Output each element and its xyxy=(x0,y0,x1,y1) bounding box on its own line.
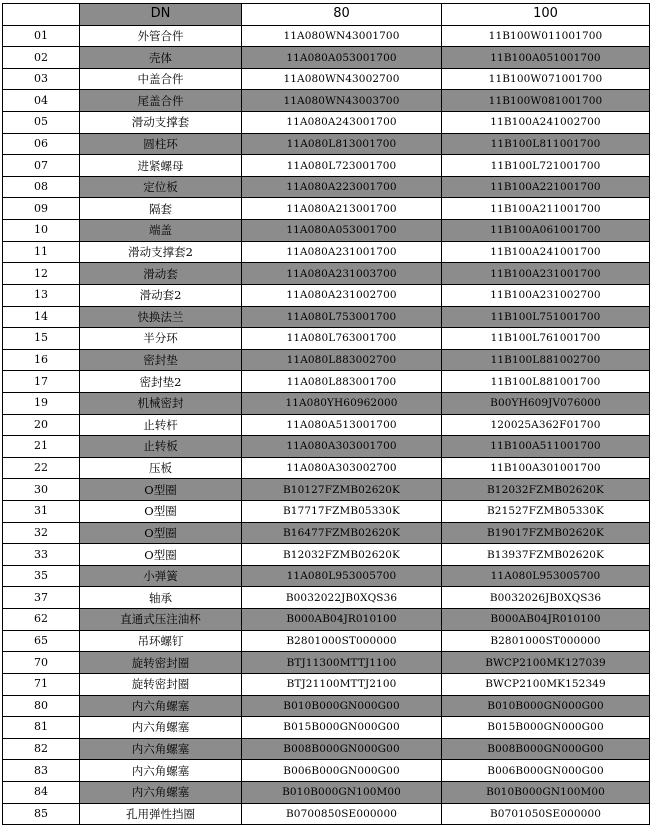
header-100-cell[interactable]: 100 xyxy=(442,4,650,26)
part-name-cell[interactable]: 旋转密封圈 xyxy=(80,652,242,674)
table-row xyxy=(3,436,650,458)
part-code-100-cell[interactable]: 11B100A231001700 xyxy=(442,263,650,285)
part-name-cell[interactable]: 轴承 xyxy=(80,587,242,609)
header-no-cell[interactable] xyxy=(3,4,80,26)
part-code-80-cell[interactable]: 11A080WN43002700 xyxy=(242,68,442,90)
row-number-cell[interactable]: 65 xyxy=(3,630,80,652)
row-number-cell[interactable]: 71 xyxy=(3,673,80,695)
row-number-cell[interactable]: 06 xyxy=(3,133,80,155)
part-code-80-cell[interactable]: BTJ11300MTTJ1100 xyxy=(242,652,442,674)
table-row xyxy=(3,457,650,479)
part-code-100-cell[interactable]: B21527FZMB05330K xyxy=(442,501,650,523)
part-code-80-cell[interactable]: 11A080A213001700 xyxy=(242,198,442,220)
row-number-cell[interactable]: 84 xyxy=(3,781,80,803)
part-code-80-cell[interactable]: B2801000ST000000 xyxy=(242,630,442,652)
table-row xyxy=(3,371,650,393)
part-code-100-cell[interactable]: B015B000GN000G00 xyxy=(442,717,650,739)
part-name-cell[interactable]: 吊环螺钉 xyxy=(80,630,242,652)
part-code-80-cell[interactable]: B12032FZMB02620K xyxy=(242,544,442,566)
header-80-cell[interactable]: 80 xyxy=(242,4,442,26)
part-name-cell[interactable]: 内六角螺塞 xyxy=(80,760,242,782)
row-number-cell[interactable]: 15 xyxy=(3,328,80,350)
row-number-cell[interactable]: 04 xyxy=(3,90,80,112)
part-name-cell[interactable]: 直通式压注油杯 xyxy=(80,609,242,631)
table-row xyxy=(3,176,650,198)
part-code-80-cell[interactable]: 11A080L883002700 xyxy=(242,349,442,371)
part-code-80-cell[interactable]: 11A080A231002700 xyxy=(242,284,442,306)
part-name-cell[interactable]: 半分环 xyxy=(80,328,242,350)
row-number-cell[interactable]: 02 xyxy=(3,47,80,69)
part-name-cell[interactable]: O型圈 xyxy=(80,501,242,523)
part-code-100-cell[interactable]: B12032FZMB02620K xyxy=(442,479,650,501)
part-code-80-cell[interactable]: 11A080L763001700 xyxy=(242,328,442,350)
part-name-cell[interactable]: 定位板 xyxy=(80,176,242,198)
table-row xyxy=(3,630,650,652)
part-code-100-cell[interactable]: BWCP2100MK152349 xyxy=(442,673,650,695)
table-row xyxy=(3,414,650,436)
table-row xyxy=(3,47,650,69)
part-name-cell[interactable]: 隔套 xyxy=(80,198,242,220)
part-code-100-cell[interactable]: B0032026JB0XQS36 xyxy=(442,587,650,609)
row-number-cell[interactable]: 14 xyxy=(3,306,80,328)
part-code-100-cell[interactable]: 11B100W081001700 xyxy=(442,90,650,112)
row-number-cell[interactable]: 20 xyxy=(3,414,80,436)
part-code-80-cell[interactable]: B16477FZMB02620K xyxy=(242,522,442,544)
table-row xyxy=(3,479,650,501)
row-number-cell[interactable]: 85 xyxy=(3,803,80,825)
part-code-100-cell[interactable]: 11B100L751001700 xyxy=(442,306,650,328)
header-dn-cell[interactable]: DN xyxy=(80,4,242,26)
part-code-80-cell[interactable]: B010B000GN000G00 xyxy=(242,695,442,717)
row-number-cell[interactable]: 62 xyxy=(3,609,80,631)
row-number-cell[interactable]: 70 xyxy=(3,652,80,674)
row-number-cell[interactable]: 03 xyxy=(3,68,80,90)
part-name-cell[interactable]: 外管合件 xyxy=(80,25,242,47)
part-name-cell[interactable]: 小弹簧 xyxy=(80,565,242,587)
part-name-cell[interactable]: 压板 xyxy=(80,457,242,479)
part-name-cell[interactable]: 内六角螺塞 xyxy=(80,695,242,717)
table-row xyxy=(3,587,650,609)
row-number-cell[interactable]: 82 xyxy=(3,738,80,760)
table-row xyxy=(3,90,650,112)
part-code-100-cell[interactable]: 11B100A241002700 xyxy=(442,112,650,134)
table-row xyxy=(3,263,650,285)
part-code-100-cell[interactable]: 11B100A221001700 xyxy=(442,176,650,198)
part-name-cell[interactable]: 内六角螺塞 xyxy=(80,781,242,803)
row-number-cell[interactable]: 11 xyxy=(3,241,80,263)
row-number-cell[interactable]: 81 xyxy=(3,717,80,739)
part-name-cell[interactable]: 尾盖合件 xyxy=(80,90,242,112)
part-code-80-cell[interactable]: 11A080YH60962000 xyxy=(242,392,442,414)
part-code-100-cell[interactable]: B006B000GN000G00 xyxy=(442,760,650,782)
table-row xyxy=(3,25,650,47)
part-code-80-cell[interactable]: 11A080WN43001700 xyxy=(242,25,442,47)
part-code-80-cell[interactable]: B17717FZMB05330K xyxy=(242,501,442,523)
part-code-100-cell[interactable]: 11B100L881001700 xyxy=(442,371,650,393)
part-name-cell[interactable]: 旋转密封圈 xyxy=(80,673,242,695)
row-number-cell[interactable]: 07 xyxy=(3,155,80,177)
table-row xyxy=(3,68,650,90)
part-code-100-cell[interactable]: 11B100A511001700 xyxy=(442,436,650,458)
part-code-100-cell[interactable]: 11B100A301001700 xyxy=(442,457,650,479)
part-code-100-cell[interactable]: 11B100L811001700 xyxy=(442,133,650,155)
part-code-80-cell[interactable]: 11A080A243001700 xyxy=(242,112,442,134)
part-code-80-cell[interactable]: BTJ21100MTTJ2100 xyxy=(242,673,442,695)
table-row xyxy=(3,717,650,739)
row-number-cell[interactable]: 16 xyxy=(3,349,80,371)
row-number-cell[interactable]: 21 xyxy=(3,436,80,458)
part-code-100-cell[interactable]: B19017FZMB02620K xyxy=(442,522,650,544)
part-name-cell[interactable]: 圆柱环 xyxy=(80,133,242,155)
part-name-cell[interactable]: O型圈 xyxy=(80,479,242,501)
table-row xyxy=(3,198,650,220)
part-code-80-cell[interactable]: B006B000GN000G00 xyxy=(242,760,442,782)
table-row xyxy=(3,544,650,566)
part-code-100-cell[interactable]: B13937FZMB02620K xyxy=(442,544,650,566)
table-row xyxy=(3,522,650,544)
part-code-100-cell[interactable]: B0701050SE000000 xyxy=(442,803,650,825)
table-row xyxy=(3,133,650,155)
part-code-100-cell[interactable]: BWCP2100MK127039 xyxy=(442,652,650,674)
part-code-100-cell[interactable]: B010B000GN000G00 xyxy=(442,695,650,717)
row-number-cell[interactable]: 80 xyxy=(3,695,80,717)
part-code-100-cell[interactable]: 11B100A241001700 xyxy=(442,241,650,263)
part-code-80-cell[interactable]: 11A080L753001700 xyxy=(242,306,442,328)
table-row xyxy=(3,349,650,371)
part-code-100-cell[interactable]: 11B100A051001700 xyxy=(442,47,650,69)
part-code-80-cell[interactable]: B008B000GN000G00 xyxy=(242,738,442,760)
row-number-cell[interactable]: 22 xyxy=(3,457,80,479)
part-name-cell[interactable]: 滑动支撑套 xyxy=(80,112,242,134)
part-code-80-cell[interactable]: B0032022JB0XQS36 xyxy=(242,587,442,609)
part-code-100-cell[interactable]: 11B100A231002700 xyxy=(442,284,650,306)
table-row xyxy=(3,392,650,414)
part-name-cell[interactable]: 滑动支撑套2 xyxy=(80,241,242,263)
part-name-cell[interactable]: 快换法兰 xyxy=(80,306,242,328)
part-code-100-cell[interactable]: 11B100A211001700 xyxy=(442,198,650,220)
table-row xyxy=(3,306,650,328)
part-name-cell[interactable]: O型圈 xyxy=(80,544,242,566)
row-number-cell[interactable]: 33 xyxy=(3,544,80,566)
table-row xyxy=(3,284,650,306)
part-code-80-cell[interactable]: 11A080L883001700 xyxy=(242,371,442,393)
row-number-cell[interactable]: 01 xyxy=(3,25,80,47)
part-code-100-cell[interactable]: B000AB04JR010100 xyxy=(442,609,650,631)
table-row xyxy=(3,673,650,695)
part-name-cell[interactable]: 机械密封 xyxy=(80,392,242,414)
part-code-80-cell[interactable]: B000AB04JR010100 xyxy=(242,609,442,631)
part-code-80-cell[interactable]: 11A080A231003700 xyxy=(242,263,442,285)
table-row xyxy=(3,565,650,587)
part-code-80-cell[interactable]: 11A080A303002700 xyxy=(242,457,442,479)
part-code-80-cell[interactable]: B10127FZMB02620K xyxy=(242,479,442,501)
part-code-100-cell[interactable]: B010B000GN100M00 xyxy=(442,781,650,803)
part-code-100-cell[interactable]: 11B100L721001700 xyxy=(442,155,650,177)
table-row xyxy=(3,652,650,674)
part-name-cell[interactable]: 止转板 xyxy=(80,436,242,458)
row-number-cell[interactable]: 32 xyxy=(3,522,80,544)
row-number-cell[interactable]: 10 xyxy=(3,220,80,242)
part-code-80-cell[interactable]: B010B000GN100M00 xyxy=(242,781,442,803)
part-name-cell[interactable]: 孔用弹性挡圈 xyxy=(80,803,242,825)
row-number-cell[interactable]: 08 xyxy=(3,176,80,198)
part-code-100-cell[interactable]: B00YH609JV076000 xyxy=(442,392,650,414)
part-name-cell[interactable]: 密封垫 xyxy=(80,349,242,371)
part-name-cell[interactable]: 止转杆 xyxy=(80,414,242,436)
row-number-cell[interactable]: 12 xyxy=(3,263,80,285)
part-code-80-cell[interactable]: 11A080WN43003700 xyxy=(242,90,442,112)
part-code-80-cell[interactable]: B015B000GN000G00 xyxy=(242,717,442,739)
table-row xyxy=(3,760,650,782)
part-code-100-cell[interactable]: 11B100W011001700 xyxy=(442,25,650,47)
part-name-cell[interactable]: 中盖合件 xyxy=(80,68,242,90)
part-code-100-cell[interactable]: 120025A362F01700 xyxy=(442,414,650,436)
part-code-80-cell[interactable]: B0700850SE000000 xyxy=(242,803,442,825)
part-name-cell[interactable]: 密封垫2 xyxy=(80,371,242,393)
part-name-cell[interactable]: O型圈 xyxy=(80,522,242,544)
table-row xyxy=(3,695,650,717)
row-number-cell[interactable]: 37 xyxy=(3,587,80,609)
part-name-cell[interactable]: 端盖 xyxy=(80,220,242,242)
part-code-80-cell[interactable]: 11A080L953005700 xyxy=(242,565,442,587)
part-name-cell[interactable]: 内六角螺塞 xyxy=(80,717,242,739)
row-number-cell[interactable]: 13 xyxy=(3,284,80,306)
part-name-cell[interactable]: 滑动套 xyxy=(80,263,242,285)
part-code-80-cell[interactable]: 11A080A223001700 xyxy=(242,176,442,198)
part-name-cell[interactable]: 进紧螺母 xyxy=(80,155,242,177)
row-number-cell[interactable]: 83 xyxy=(3,760,80,782)
part-code-80-cell[interactable]: 11A080A053001700 xyxy=(242,47,442,69)
part-name-cell[interactable]: 壳体 xyxy=(80,47,242,69)
part-code-80-cell[interactable]: 11A080A303001700 xyxy=(242,436,442,458)
table-row xyxy=(3,220,650,242)
part-name-cell[interactable]: 滑动套2 xyxy=(80,284,242,306)
row-number-cell[interactable]: 05 xyxy=(3,112,80,134)
header-row xyxy=(3,4,650,26)
table-row xyxy=(3,781,650,803)
part-code-80-cell[interactable]: 11A080A513001700 xyxy=(242,414,442,436)
part-name-cell[interactable]: 内六角螺塞 xyxy=(80,738,242,760)
part-code-80-cell[interactable]: 11A080L723001700 xyxy=(242,155,442,177)
part-code-100-cell[interactable]: 11B100A061001700 xyxy=(442,220,650,242)
part-code-100-cell[interactable]: 11A080L953005700 xyxy=(442,565,650,587)
table-row xyxy=(3,328,650,350)
table-row xyxy=(3,112,650,134)
row-number-cell[interactable]: 09 xyxy=(3,198,80,220)
table-row xyxy=(3,803,650,825)
row-number-cell[interactable]: 19 xyxy=(3,392,80,414)
parts-table xyxy=(2,3,650,825)
row-number-cell[interactable]: 31 xyxy=(3,501,80,523)
row-number-cell[interactable]: 35 xyxy=(3,565,80,587)
part-code-100-cell[interactable]: 11B100L881002700 xyxy=(442,349,650,371)
part-code-80-cell[interactable]: 11A080L813001700 xyxy=(242,133,442,155)
row-number-cell[interactable]: 17 xyxy=(3,371,80,393)
table-row xyxy=(3,609,650,631)
table-row xyxy=(3,738,650,760)
row-number-cell[interactable]: 30 xyxy=(3,479,80,501)
part-code-100-cell[interactable]: B2801000ST000000 xyxy=(442,630,650,652)
part-code-80-cell[interactable]: 11A080A053001700 xyxy=(242,220,442,242)
table-row xyxy=(3,155,650,177)
table-row xyxy=(3,501,650,523)
part-code-80-cell[interactable]: 11A080A231001700 xyxy=(242,241,442,263)
part-code-100-cell[interactable]: 11B100L761001700 xyxy=(442,328,650,350)
part-code-100-cell[interactable]: 11B100W071001700 xyxy=(442,68,650,90)
part-code-100-cell[interactable]: B008B000GN000G00 xyxy=(442,738,650,760)
table-row xyxy=(3,241,650,263)
